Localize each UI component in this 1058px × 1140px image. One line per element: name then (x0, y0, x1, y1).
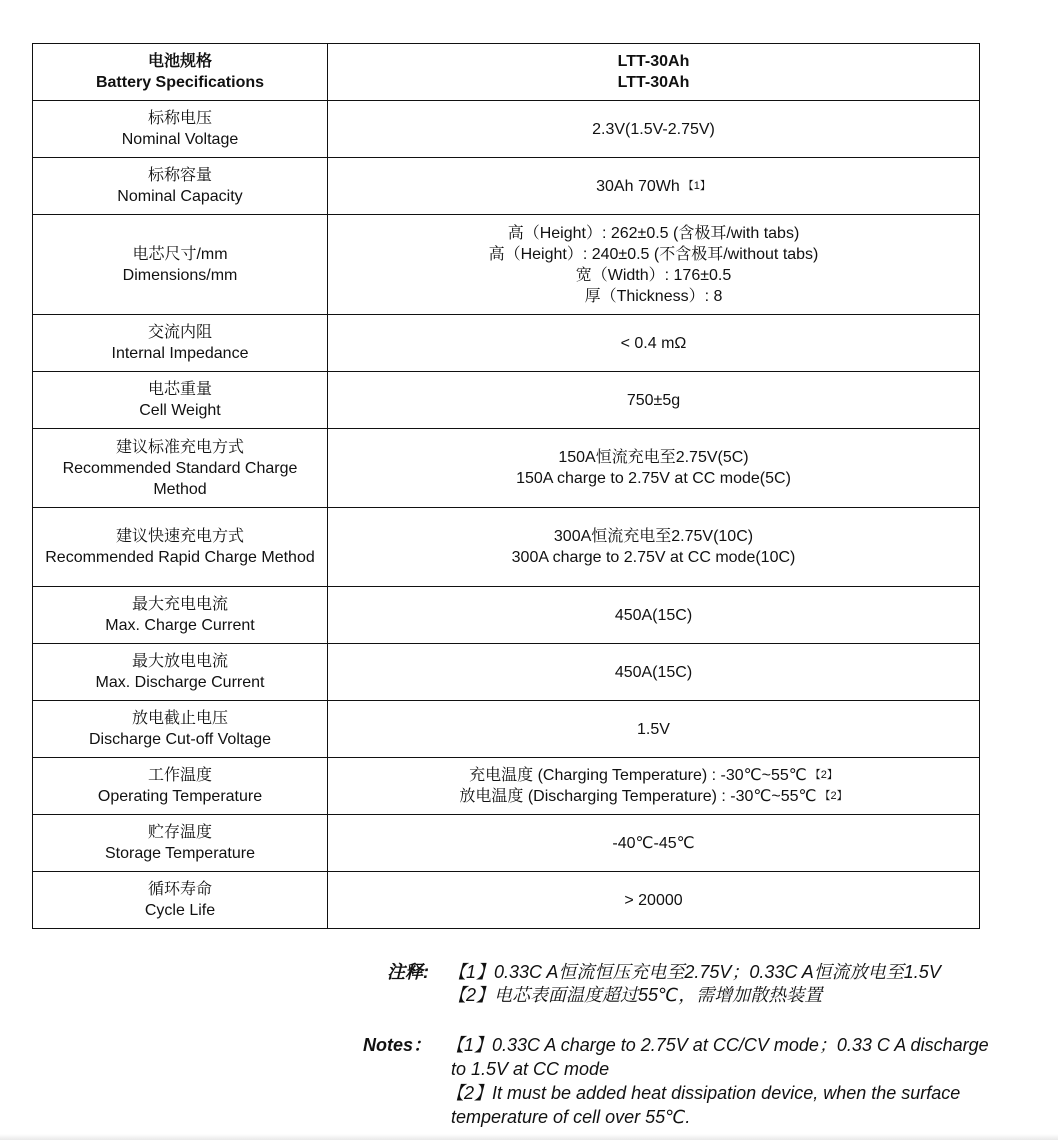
spec-value-text: 150A恒流充电至2.75V(5C) (558, 449, 749, 466)
spec-value-line (334, 119, 973, 140)
spec-value-line (334, 390, 973, 411)
notes-zh-line-1: 【1】0.33C A恒流恒压充电至2.75V；0.33C A恒流放电至1.5V (448, 962, 941, 982)
spec-label-zh: 循环寿命 (147, 881, 212, 898)
notes-en-line-1: 【1】0.33C A charge to 2.75V at CC/CV mode；0.33 C A discharge (446, 1035, 989, 1055)
spec-value-text: 充电温度 (Charging Temperature) : -30℃~55℃ (469, 767, 807, 784)
spec-value-line (334, 286, 973, 307)
table-row (33, 587, 980, 644)
spec-value-cell (328, 101, 980, 158)
table-row (33, 215, 980, 315)
header-model-1: LTT-30Ah (617, 53, 690, 70)
table-row (33, 315, 980, 372)
spec-label-zh: 放电截止电压 (131, 710, 228, 727)
spec-value-text: < 0.4 mΩ (620, 334, 687, 352)
spec-value-cell (328, 215, 980, 315)
table-header-row (33, 44, 980, 101)
spec-table-body (33, 101, 980, 929)
notes-zh-label: 注释: (387, 962, 429, 982)
spec-label-zh: 电芯尺寸/mm (132, 245, 228, 263)
spec-value-line (334, 605, 973, 626)
spec-label-en: Recommended Rapid Charge Method (45, 549, 315, 566)
spec-label-cell (33, 872, 328, 929)
footnote-marker: 【1】 (682, 179, 711, 192)
spec-label-en: Cycle Life (144, 902, 216, 919)
header-label-zh: 电池规格 (147, 53, 212, 70)
spec-label-cell (33, 815, 328, 872)
table-row (33, 758, 980, 815)
spec-value-line (334, 244, 973, 265)
spec-value-text: 高（Height）: 262±0.5 (含极耳/with tabs) (507, 224, 800, 242)
spec-label-en: Discharge Cut-off Voltage (88, 731, 272, 748)
spec-label-zh: 工作温度 (147, 767, 212, 784)
notes-en-label: Notes： (363, 1035, 432, 1055)
spec-value-text: 300A恒流充电至2.75V(10C) (553, 528, 754, 545)
spec-value-line (334, 890, 973, 911)
table-row (33, 872, 980, 929)
spec-value-text: 150A charge to 2.75V at CC mode(5C) (516, 470, 791, 487)
spec-label-en: Internal Impedance (111, 345, 249, 362)
spec-label-zh: 建议标准充电方式 (115, 438, 244, 456)
header-model-2: LTT-30Ah (617, 74, 690, 91)
spec-value-text: 450A(15C) (614, 606, 693, 624)
spec-value-cell (328, 701, 980, 758)
spec-value-cell (328, 158, 980, 215)
table-row (33, 372, 980, 429)
spec-label-zh: 贮存温度 (147, 824, 212, 841)
battery-spec-table (32, 43, 980, 929)
spec-value-line (334, 265, 973, 286)
spec-label-en: Operating Temperature (97, 788, 263, 805)
footnote-marker: 【2】 (819, 790, 848, 802)
spec-label-zh: 电芯重量 (147, 381, 212, 398)
spec-value-line (334, 447, 973, 468)
spec-value-line (334, 333, 973, 354)
spec-label-cell (33, 701, 328, 758)
header-model-cell (328, 44, 980, 101)
spec-value-cell (328, 587, 980, 644)
table-row (33, 815, 980, 872)
spec-label-zh: 交流内阻 (147, 324, 212, 341)
spec-value-line (334, 223, 973, 244)
spec-value-cell (328, 644, 980, 701)
spec-label-cell (33, 101, 328, 158)
spec-value-line (334, 786, 973, 807)
spec-label-en: Cell Weight (139, 402, 221, 419)
spec-value-text: 750±5g (626, 391, 681, 409)
spec-value-cell (328, 758, 980, 815)
notes-zh-line-2: 【2】电芯表面温度超过55℃，需增加散热装置 (448, 985, 823, 1005)
spec-value-text: 450A(15C) (614, 663, 693, 681)
table-row (33, 101, 980, 158)
notes-en-line-2: to 1.5V at CC mode (451, 1059, 610, 1079)
spec-value-cell (328, 315, 980, 372)
notes-en-line-3: 【2】It must be added heat dissipation device, when the surface (446, 1083, 961, 1103)
spec-value-text: 1.5V (637, 720, 670, 738)
spec-value-cell (328, 372, 980, 429)
spec-label-zh: 标称容量 (147, 167, 212, 184)
spec-label-en: Nominal Capacity (117, 188, 243, 205)
spec-label-zh: 最大充电电流 (131, 596, 228, 613)
footnote-marker: 【2】 (809, 769, 838, 781)
spec-label-cell (33, 372, 328, 429)
spec-value-cell (328, 815, 980, 872)
spec-value-text: 2.3V(1.5V-2.75V) (592, 120, 715, 138)
spec-label-cell (33, 429, 328, 508)
spec-value-line (334, 176, 973, 197)
spec-value-text: 300A charge to 2.75V at CC mode(10C) (511, 549, 796, 566)
table-row (33, 701, 980, 758)
spec-value-line (334, 833, 973, 854)
spec-label-cell (33, 215, 328, 315)
spec-value-line (334, 547, 973, 568)
spec-value-text: 宽（Width）: 176±0.5 (575, 266, 732, 284)
table-row (33, 429, 980, 508)
spec-value-line (334, 765, 973, 786)
spec-label-en: Nominal Voltage (121, 131, 239, 148)
spec-value-cell (328, 508, 980, 587)
spec-value-text: 30Ah 70Wh (596, 177, 680, 195)
spec-label-en: Dimensions/mm (122, 266, 238, 284)
spec-value-text: -40℃-45℃ (612, 834, 695, 852)
spec-label-cell (33, 508, 328, 587)
spec-value-line (334, 526, 973, 547)
spec-label-cell (33, 158, 328, 215)
spec-label-en: Max. Discharge Current (95, 674, 265, 691)
spec-label-en: Max. Charge Current (105, 617, 255, 634)
spec-value-text: > 20000 (624, 891, 683, 909)
spec-value-text: 放电温度 (Discharging Temperature) : -30℃~55℃ (459, 788, 817, 805)
spec-value-cell (328, 872, 980, 929)
spec-label-en: Storage Temperature (104, 845, 255, 862)
table-row (33, 158, 980, 215)
bottom-shade (0, 1134, 1058, 1140)
spec-value-line (334, 468, 973, 489)
spec-value-text: 高（Height）: 240±0.5 (不含极耳/without tabs) (488, 245, 819, 263)
notes-en-line-4: temperature of cell over 55℃. (451, 1107, 691, 1127)
table-row (33, 644, 980, 701)
spec-label-zh: 建议快速充电方式 (115, 528, 244, 545)
spec-label-en: Recommended Standard Charge Method (62, 459, 298, 498)
spec-label-cell (33, 315, 328, 372)
spec-value-line (334, 719, 973, 740)
spec-value-cell (328, 429, 980, 508)
header-label-cell (33, 44, 328, 101)
spec-label-zh: 最大放电电流 (131, 653, 228, 670)
spec-value-text: 厚（Thickness）: 8 (584, 287, 723, 305)
spec-label-cell (33, 587, 328, 644)
spec-label-cell (33, 644, 328, 701)
header-label-en: Battery Specifications (95, 74, 265, 91)
table-row (33, 508, 980, 587)
spec-label-cell (33, 758, 328, 815)
spec-value-line (334, 662, 973, 683)
spec-label-zh: 标称电压 (147, 110, 212, 127)
